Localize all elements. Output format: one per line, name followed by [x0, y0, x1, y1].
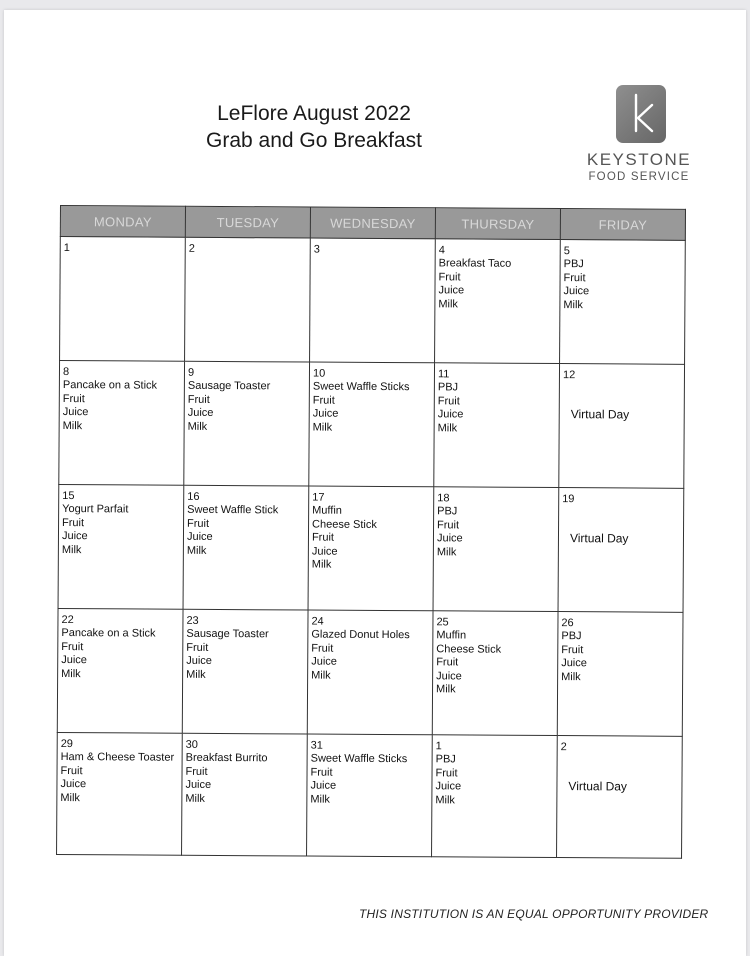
- day-date: 5: [563, 245, 570, 258]
- day-cell: [434, 363, 560, 488]
- menu-item: Muffin: [312, 504, 342, 518]
- menu-item: Juice: [311, 545, 338, 558]
- menu-item: Juice: [563, 285, 590, 298]
- menu-item: Sausage Toaster: [187, 380, 271, 393]
- menu-item: Fruit: [187, 517, 210, 530]
- day-date: 17: [312, 491, 325, 504]
- menu-item: Fruit: [437, 519, 460, 532]
- day-date: 4: [438, 244, 445, 257]
- week-row: [57, 732, 683, 858]
- virtual-day-note: Virtual Day: [570, 407, 630, 422]
- week-row: [59, 361, 685, 489]
- menu-item: Fruit: [185, 765, 208, 778]
- menu-item: Fruit: [311, 531, 335, 544]
- day-date: 3: [313, 243, 320, 256]
- menu-item: Juice: [438, 284, 465, 297]
- equal-opportunity-notice: THIS INSTITUTION IS AN EQUAL OPPORTUNITY PROVIDER: [359, 907, 709, 921]
- menu-item: Fruit: [186, 641, 209, 654]
- menu-item: Cheese Stick: [312, 518, 377, 531]
- day-cell: [185, 237, 311, 362]
- day-date: 2: [188, 242, 195, 255]
- menu-item: Juice: [436, 669, 462, 683]
- day-cell: [308, 486, 434, 611]
- menu-item: Juice: [60, 778, 87, 791]
- weekday-header: MONDAY: [60, 206, 185, 238]
- day-date: 25: [436, 616, 449, 629]
- menu-item: Milk: [310, 793, 330, 806]
- day-date: 2: [560, 741, 567, 754]
- menu-item: Fruit: [435, 767, 458, 780]
- day-cell: [557, 612, 683, 737]
- menu-item: Milk: [311, 558, 332, 571]
- menu-item: Juice: [61, 654, 87, 667]
- menu-item: Fruit: [61, 640, 84, 653]
- menu-item: Milk: [436, 683, 456, 696]
- menu-item: Milk: [312, 421, 333, 434]
- week-row: [57, 608, 683, 736]
- menu-item: Fruit: [437, 395, 460, 408]
- day-cell: [432, 611, 558, 736]
- menu-item: PBJ: [437, 381, 459, 394]
- weekday-header: FRIDAY: [560, 209, 685, 241]
- weekday-header: THURSDAY: [435, 208, 560, 240]
- day-cell: [183, 485, 309, 610]
- menu-item: Milk: [563, 298, 583, 311]
- day-cell: [559, 364, 685, 489]
- day-cell: [60, 237, 186, 362]
- week-row: [60, 237, 686, 365]
- day-cell: [432, 735, 558, 858]
- menu-item: Juice: [61, 530, 88, 543]
- menu-item: Milk: [186, 668, 206, 681]
- day-date: 16: [187, 490, 200, 503]
- menu-item: Milk: [187, 420, 208, 433]
- weekday-header: TUESDAY: [185, 206, 310, 238]
- menu-item: Milk: [62, 419, 83, 432]
- menu-item: PBJ: [561, 630, 582, 643]
- day-date: 23: [186, 614, 199, 627]
- menu-item: Juice: [186, 654, 212, 668]
- logo-line-1: KEYSTONE: [586, 150, 692, 169]
- day-cell: [558, 488, 684, 613]
- day-date: 1: [435, 740, 442, 753]
- menu-item: Milk: [185, 792, 205, 805]
- breakfast-calendar: [56, 205, 686, 859]
- day-cell: [59, 361, 185, 486]
- day-cell: [307, 734, 433, 857]
- menu-item: Juice: [435, 780, 462, 793]
- menu-item: Milk: [61, 543, 82, 556]
- menu-item: Fruit: [62, 516, 85, 529]
- logo-wordmark: [574, 150, 704, 184]
- menu-item: Milk: [436, 545, 457, 559]
- day-date: 18: [437, 492, 450, 505]
- menu-item: Juice: [186, 531, 213, 544]
- menu-item: Muffin: [436, 629, 467, 642]
- day-cell: [57, 608, 183, 733]
- weekday-header: WEDNESDAY: [310, 207, 435, 239]
- menu-item: PBJ: [437, 505, 458, 518]
- day-cell: [557, 736, 683, 859]
- title-line-2: Grab and Go Breakfast: [206, 129, 422, 152]
- day-date: 30: [185, 738, 198, 751]
- logo-line-2: FOOD SERVICE: [588, 171, 690, 183]
- day-cell: [433, 487, 559, 612]
- day-date: 24: [311, 615, 324, 628]
- menu-item: Milk: [438, 297, 459, 311]
- week-row: [58, 484, 684, 612]
- day-date: 8: [62, 366, 70, 379]
- menu-item: Breakfast Burrito: [185, 752, 268, 765]
- day-cell: [309, 362, 435, 487]
- k-letter-icon: [616, 85, 666, 143]
- day-date: 29: [60, 738, 73, 751]
- menu-item: Milk: [60, 791, 80, 804]
- menu-item: Juice: [185, 778, 212, 792]
- menu-item: Breakfast Taco: [438, 257, 512, 271]
- menu-item: Juice: [62, 406, 89, 419]
- menu-item: Sweet Waffle Stick: [187, 504, 279, 517]
- menu-item: Ham & Cheese Toaster: [60, 751, 175, 765]
- day-cell: [57, 732, 183, 855]
- day-cell: [435, 239, 561, 364]
- menu-item: Milk: [435, 793, 455, 807]
- menu-item: Milk: [311, 669, 331, 682]
- menu-item: Fruit: [436, 656, 459, 669]
- menu-item: Glazed Donut Holes: [311, 628, 410, 642]
- menu-item: Juice: [310, 779, 337, 792]
- menu-item: Fruit: [311, 642, 334, 655]
- menu-item: Sweet Waffle Sticks: [310, 752, 408, 766]
- day-date: 22: [61, 614, 74, 627]
- day-date: 1: [63, 242, 70, 255]
- menu-item: Juice: [436, 532, 463, 545]
- menu-item: Cheese Stick: [436, 643, 502, 656]
- menu-item: Pancake on a Stick: [61, 627, 156, 640]
- menu-item: Fruit: [563, 271, 586, 285]
- virtual-day-note: Virtual Day: [569, 531, 629, 546]
- menu-item: Yogurt Parfait: [62, 503, 129, 516]
- menu-item: Fruit: [561, 643, 584, 657]
- day-date: 10: [312, 367, 326, 380]
- menu-item: Milk: [561, 670, 581, 683]
- menu-item: PBJ: [435, 753, 456, 766]
- weekday-header-row: [60, 206, 685, 241]
- menu-item: Juice: [312, 407, 339, 420]
- menu-item: Milk: [186, 544, 207, 557]
- menu-item: Sausage Toaster: [186, 628, 269, 641]
- title-line-1: LeFlore August 2022: [217, 102, 411, 125]
- day-date: 9: [187, 366, 195, 379]
- menu-item: Milk: [61, 667, 81, 680]
- menu-item: Fruit: [310, 766, 333, 779]
- day-date: 15: [62, 490, 75, 503]
- menu-item: PBJ: [563, 258, 584, 271]
- day-date: 12: [562, 369, 576, 382]
- menu-item: Fruit: [312, 394, 335, 407]
- menu-item: Juice: [187, 407, 214, 420]
- virtual-day-note: Virtual Day: [568, 779, 627, 794]
- menu-item: Milk: [437, 421, 458, 435]
- menu-item: Pancake on a Stick: [62, 379, 158, 393]
- menu-item: Juice: [561, 657, 587, 670]
- menu-page: [4, 10, 746, 956]
- menu-item: Juice: [437, 408, 464, 421]
- day-cell: [182, 609, 308, 734]
- day-date: 31: [310, 739, 323, 752]
- menu-item: Juice: [311, 655, 337, 668]
- menu-item: Fruit: [187, 393, 210, 406]
- day-cell: [560, 240, 686, 365]
- menu-item: Sweet Waffle Sticks: [312, 380, 410, 394]
- day-cell: [58, 484, 184, 609]
- day-cell: [182, 733, 308, 856]
- day-date: 19: [562, 493, 575, 506]
- day-cell: [307, 610, 433, 735]
- day-date: 11: [437, 368, 450, 381]
- day-date: 26: [561, 617, 574, 630]
- menu-item: Fruit: [60, 764, 83, 777]
- day-cell: [310, 238, 436, 363]
- menu-item: Fruit: [438, 271, 461, 284]
- day-cell: [184, 361, 310, 486]
- page-title: [164, 100, 464, 154]
- menu-item: Fruit: [62, 392, 85, 405]
